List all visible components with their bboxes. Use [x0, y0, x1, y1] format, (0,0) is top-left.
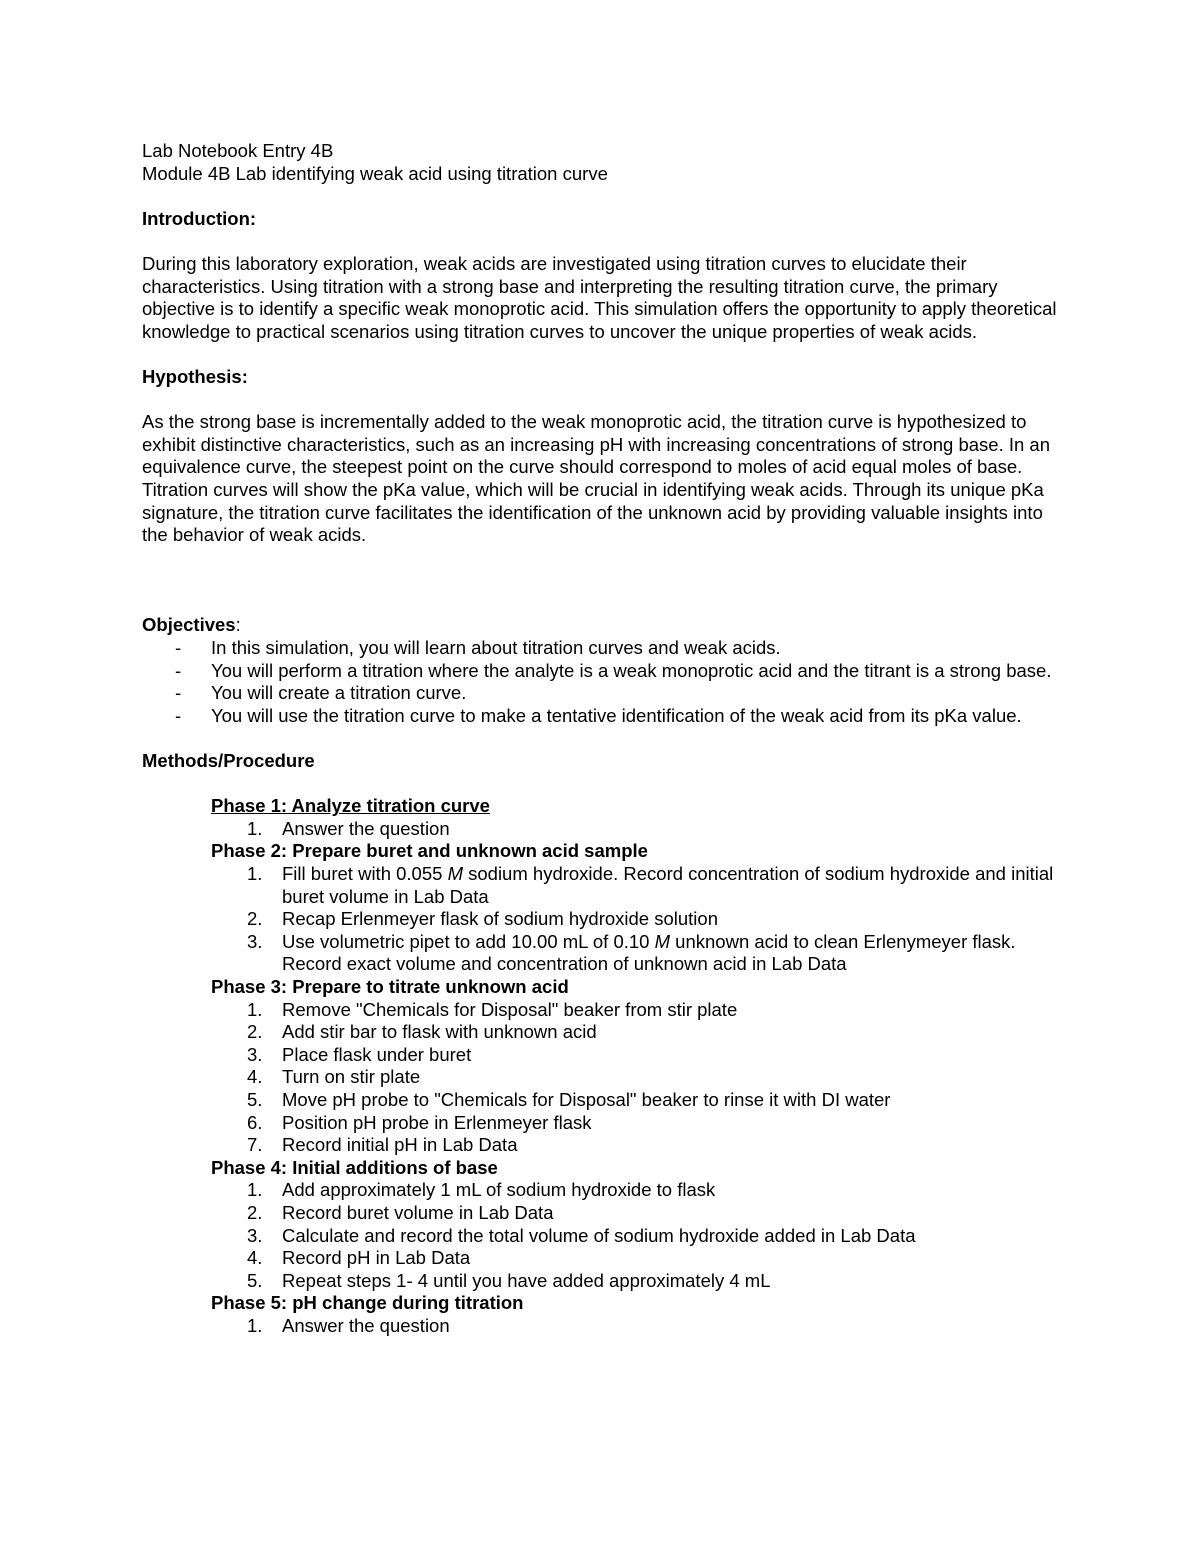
- step-item: [211, 1089, 1072, 1112]
- step-item: [211, 1225, 1072, 1248]
- objective-text: You will create a titration curve.: [211, 682, 467, 704]
- phase-4-title: Phase 4: Initial additions of base: [211, 1156, 498, 1178]
- objective-item: [142, 637, 1072, 660]
- step-text: Add stir bar to flask with unknown acid: [282, 1021, 597, 1043]
- hypothesis-heading: Hypothesis:: [142, 365, 248, 387]
- step-item: [211, 1179, 1072, 1202]
- bullet-dash: -: [175, 704, 182, 726]
- step-item: [211, 1247, 1072, 1270]
- step-item: [211, 1021, 1072, 1044]
- step-text: Record pH in Lab Data: [282, 1247, 471, 1269]
- step-number: 1.: [247, 817, 263, 839]
- step-text-post: sodium hydroxide. Record concentration of sodium hydroxide and initial buret volume in Lab Data: [282, 863, 1054, 907]
- step-number: 2.: [247, 908, 263, 930]
- phase-5-steps: [211, 1315, 1072, 1338]
- step-text: Record buret volume in Lab Data: [282, 1201, 554, 1223]
- step-text: Calculate and record the total volume of sodium hydroxide added in Lab Data: [282, 1224, 916, 1246]
- step-number: 4.: [247, 1247, 263, 1269]
- phase-5-title: Phase 5: pH change during titration: [211, 1292, 524, 1314]
- step-item: [211, 818, 1072, 841]
- objective-text: You will use the titration curve to make a tentative identification of the weak acid from its pKa value.: [211, 704, 1022, 726]
- objective-item: [142, 682, 1072, 705]
- phase-2-title: Phase 2: Prepare buret and unknown acid sample: [211, 840, 648, 862]
- methods-phases: [211, 795, 1072, 1337]
- step-text: Recap Erlenmeyer flask of sodium hydroxide solution: [282, 908, 718, 930]
- bullet-dash: -: [175, 682, 182, 704]
- bullet-dash: -: [175, 659, 182, 681]
- phase-1-title: Phase 1: Analyze titration curve: [211, 795, 490, 817]
- step-text: Position pH probe in Erlenmeyer flask: [282, 1111, 592, 1133]
- entry-title: Lab Notebook Entry 4B: [142, 140, 334, 161]
- step-item: [211, 1044, 1072, 1067]
- step-number: 3.: [247, 1224, 263, 1246]
- step-text: Answer the question: [282, 1314, 450, 1336]
- step-text: Place flask under buret: [282, 1043, 472, 1065]
- step-item: [211, 999, 1072, 1022]
- introduction-heading: Introduction:: [142, 207, 257, 229]
- objective-text: You will perform a titration where the analyte is a weak monoprotic acid and the titrant is a strong base.: [211, 659, 1052, 681]
- molarity-unit: M: [654, 930, 671, 952]
- step-number: 5.: [247, 1269, 263, 1291]
- step-text: Record initial pH in Lab Data: [282, 1134, 518, 1156]
- phase-3-steps: [211, 999, 1072, 1157]
- step-item: [211, 863, 1072, 908]
- document-content: [142, 140, 1072, 1337]
- step-item: [211, 1066, 1072, 1089]
- hypothesis-body: As the strong base is incrementally added to the weak monoprotic acid, the titration curve is hypothesized to exhibit distinctive characteristics, such as an increasing pH with increasing concentrations of strong base. In an equivalence curve, the steepest point on the curve should correspond to moles of acid equal moles of base. Titration curves will show the pKa value, which will be crucial in identifying weak acids. Through its unique pKa signature, the titration curve facilitates the identification of the unknown acid by providing valuable insights into the behavior of weak acids.: [142, 411, 1050, 546]
- step-number: 1.: [247, 863, 263, 885]
- step-number: 1.: [247, 1179, 263, 1201]
- step-item: [211, 908, 1072, 931]
- step-number: 2.: [247, 1021, 263, 1043]
- step-text: Answer the question: [282, 817, 450, 839]
- phase-4-steps: [211, 1179, 1072, 1292]
- step-item: [211, 1202, 1072, 1225]
- objectives-colon: :: [235, 614, 241, 636]
- step-text-pre: Fill buret with 0.055: [282, 863, 448, 885]
- step-number: 5.: [247, 1088, 263, 1110]
- step-number: 1.: [247, 1314, 263, 1336]
- objectives-heading-line: [142, 614, 1072, 637]
- step-item: [211, 1315, 1072, 1338]
- step-text: Remove "Chemicals for Disposal" beaker from stir plate: [282, 998, 738, 1020]
- objective-item: [142, 660, 1072, 683]
- step-text: Add approximately 1 mL of sodium hydroxide to flask: [282, 1179, 716, 1201]
- step-text: Turn on stir plate: [282, 1066, 421, 1088]
- step-item: [211, 931, 1072, 976]
- step-number: 4.: [247, 1066, 263, 1088]
- phase-1-steps: [211, 818, 1072, 841]
- bullet-dash: -: [175, 637, 182, 659]
- objective-text: In this simulation, you will learn about titration curves and weak acids.: [211, 637, 781, 659]
- step-text-post: unknown acid to clean Erlenymeyer flask. Record exact volume and concentration of unknown acid in Lab Data: [282, 930, 1016, 975]
- step-text: Repeat steps 1- 4 until you have added approximately 4 mL: [282, 1269, 771, 1291]
- molarity-unit: M: [447, 863, 463, 885]
- step-number: 7.: [247, 1134, 263, 1156]
- step-number: 3.: [247, 930, 263, 952]
- methods-heading: Methods/Procedure: [142, 750, 315, 772]
- phase-3-title: Phase 3: Prepare to titrate unknown acid: [211, 975, 569, 997]
- step-item: [211, 1112, 1072, 1135]
- objectives-list: [142, 637, 1072, 727]
- phase-2-steps: [211, 863, 1072, 976]
- step-text-pre: Use volumetric pipet to add 10.00 mL of 0.10: [282, 930, 655, 952]
- step-number: 6.: [247, 1111, 263, 1133]
- objective-item: [142, 705, 1072, 728]
- step-number: 2.: [247, 1201, 263, 1223]
- introduction-body: During this laboratory exploration, weak acids are investigated using titration curves to elucidate their characteristics. Using titration with a strong base and interpreting the resulting titration curve, the primary objective is to identify a specific weak monoprotic acid. This simulation offers the opportunity to apply theoretical knowledge to practical scenarios using titration curves to uncover the unique properties of weak acids.: [142, 252, 1057, 342]
- objectives-heading: Objectives: [142, 614, 236, 636]
- step-number: 3.: [247, 1043, 263, 1065]
- step-number: 1.: [247, 998, 263, 1020]
- step-item: [211, 1270, 1072, 1293]
- module-subtitle: Module 4B Lab identifying weak acid using titration curve: [142, 162, 608, 184]
- step-item: [211, 1134, 1072, 1157]
- step-text: Move pH probe to "Chemicals for Disposal" beaker to rinse it with DI water: [282, 1088, 891, 1110]
